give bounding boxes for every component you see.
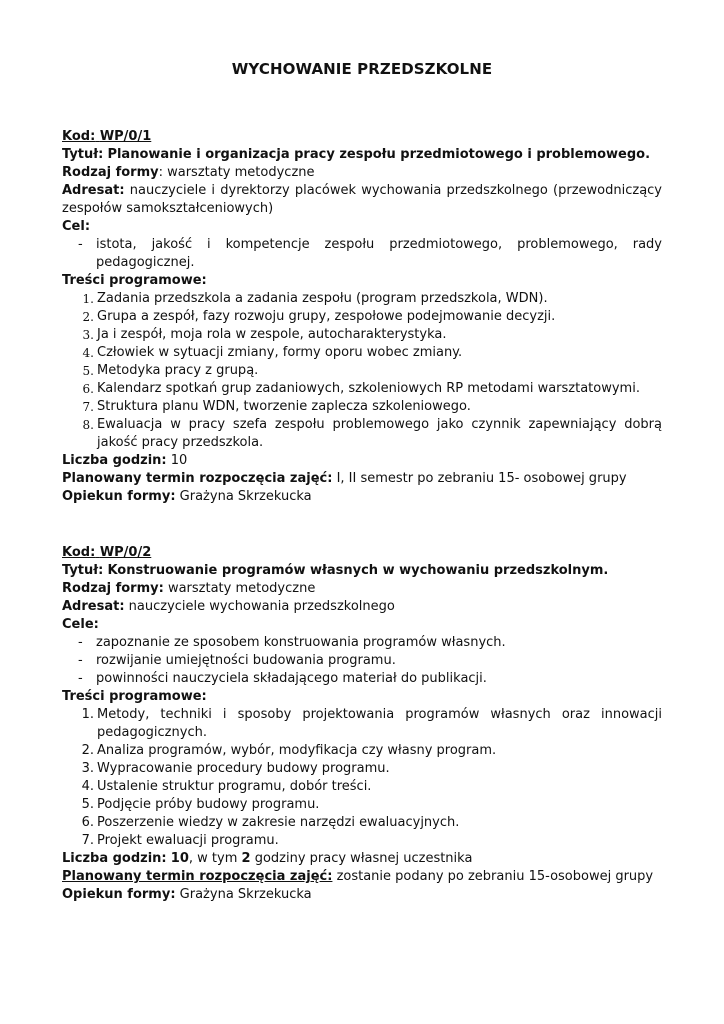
course-code: Kod: WP/0/2: [62, 545, 152, 560]
content-list: [62, 706, 662, 850]
content-item: 5. Metodyka pracy z grupą.: [82, 363, 259, 378]
goals-heading: Cele:: [62, 617, 99, 632]
content-list: [62, 290, 662, 452]
course-form: Rodzaj formy: warsztaty metodyczne: [62, 165, 315, 180]
course-block-wp-0-1: [62, 128, 662, 506]
course-hours: Liczba godzin: 10, w tym 2 godziny pracy własnej uczestnika: [62, 851, 473, 866]
course-addressee: Adresat: nauczyciele wychowania przedszkolnego: [62, 599, 395, 614]
content-item: 7. Projekt ewaluacji programu.: [81, 833, 279, 848]
course-addressee: Adresat: nauczyciele i dyrektorzy placówek wychowania przedszkolnego (przewodniczący zespołów samokształceniowych): [62, 183, 663, 216]
course-block-wp-0-2: [62, 544, 662, 904]
goals-heading: Cel:: [62, 219, 91, 234]
content-item: 4. Ustalenie struktur programu, dobór treści.: [81, 779, 372, 794]
document-page: [62, 60, 662, 904]
content-heading: Treści programowe:: [62, 273, 207, 288]
course-start: Planowany termin rozpoczęcia zajęć: I, II semestr po zebraniu 15- osobowej grupy: [62, 471, 627, 486]
content-item: 3. Ja i zespół, moja rola w zespole, autocharakterystyka.: [82, 327, 447, 342]
course-hours: Liczba godzin: 10: [62, 453, 188, 468]
goal-item: - rozwijanie umiejętności budowania programu.: [62, 652, 662, 670]
course-start: Planowany termin rozpoczęcia zajęć: zostanie podany po zebraniu 15-osobowej grupy: [62, 869, 654, 884]
content-item: 2. Analiza programów, wybór, modyfikacja czy własny program.: [81, 743, 497, 758]
content-item: 6. Poszerzenie wiedzy w zakresie narzędzi ewaluacyjnych.: [81, 815, 460, 830]
goal-item: - istota, jakość i kompetencje zespołu przedmiotowego, problemowego, rady pedagogicznej.: [62, 236, 662, 272]
content-item: 2. Grupa a zespół, fazy rozwoju grupy, zespołowe podejmowanie decyzji.: [82, 309, 556, 324]
goals-list: [62, 236, 662, 272]
course-supervisor: Opiekun formy: Grażyna Skrzekucka: [62, 887, 312, 902]
content-item: 8. Ewaluacja w pracy szefa zespołu problemowego jako czynnik zapewniający dobrą jakość pracy przedszkola.: [82, 417, 662, 450]
content-item: 1. Metody, techniki i sposoby projektowania programów własnych oraz innowacji pedagogicznych.: [81, 707, 662, 740]
course-code: Kod: WP/0/1: [62, 129, 152, 144]
document-title: WYCHOWANIE PRZEDSZKOLNE: [231, 60, 493, 78]
course-title: Tytuł: Konstruowanie programów własnych w wychowaniu przedszkolnym.: [62, 563, 609, 578]
content-item: 5. Podjęcie próby budowy programu.: [81, 797, 320, 812]
content-item: 7. Struktura planu WDN, tworzenie zaplecza szkoleniowego.: [82, 399, 471, 414]
course-form: Rodzaj formy: warsztaty metodyczne: [62, 581, 316, 596]
content-item: 4. Człowiek w sytuacji zmiany, formy oporu wobec zmiany.: [82, 345, 463, 360]
content-item: 6. Kalendarz spotkań grup zadaniowych, szkoleniowych RP metodami warsztatowymi.: [82, 381, 640, 396]
content-heading: Treści programowe:: [62, 689, 207, 704]
course-supervisor: Opiekun formy: Grażyna Skrzekucka: [62, 489, 312, 504]
goal-item: - zapoznanie ze sposobem konstruowania programów własnych.: [62, 634, 662, 652]
content-item: 3. Wypracowanie procedury budowy programu.: [81, 761, 390, 776]
goals-list: [62, 634, 662, 688]
course-title: Tytuł: Planowanie i organizacja pracy zespołu przedmiotowego i problemowego.: [62, 147, 651, 162]
goal-item: - powinności nauczyciela składającego materiał do publikacji.: [62, 670, 662, 688]
content-item: 1. Zadania przedszkola a zadania zespołu (program przedszkola, WDN).: [82, 291, 548, 306]
